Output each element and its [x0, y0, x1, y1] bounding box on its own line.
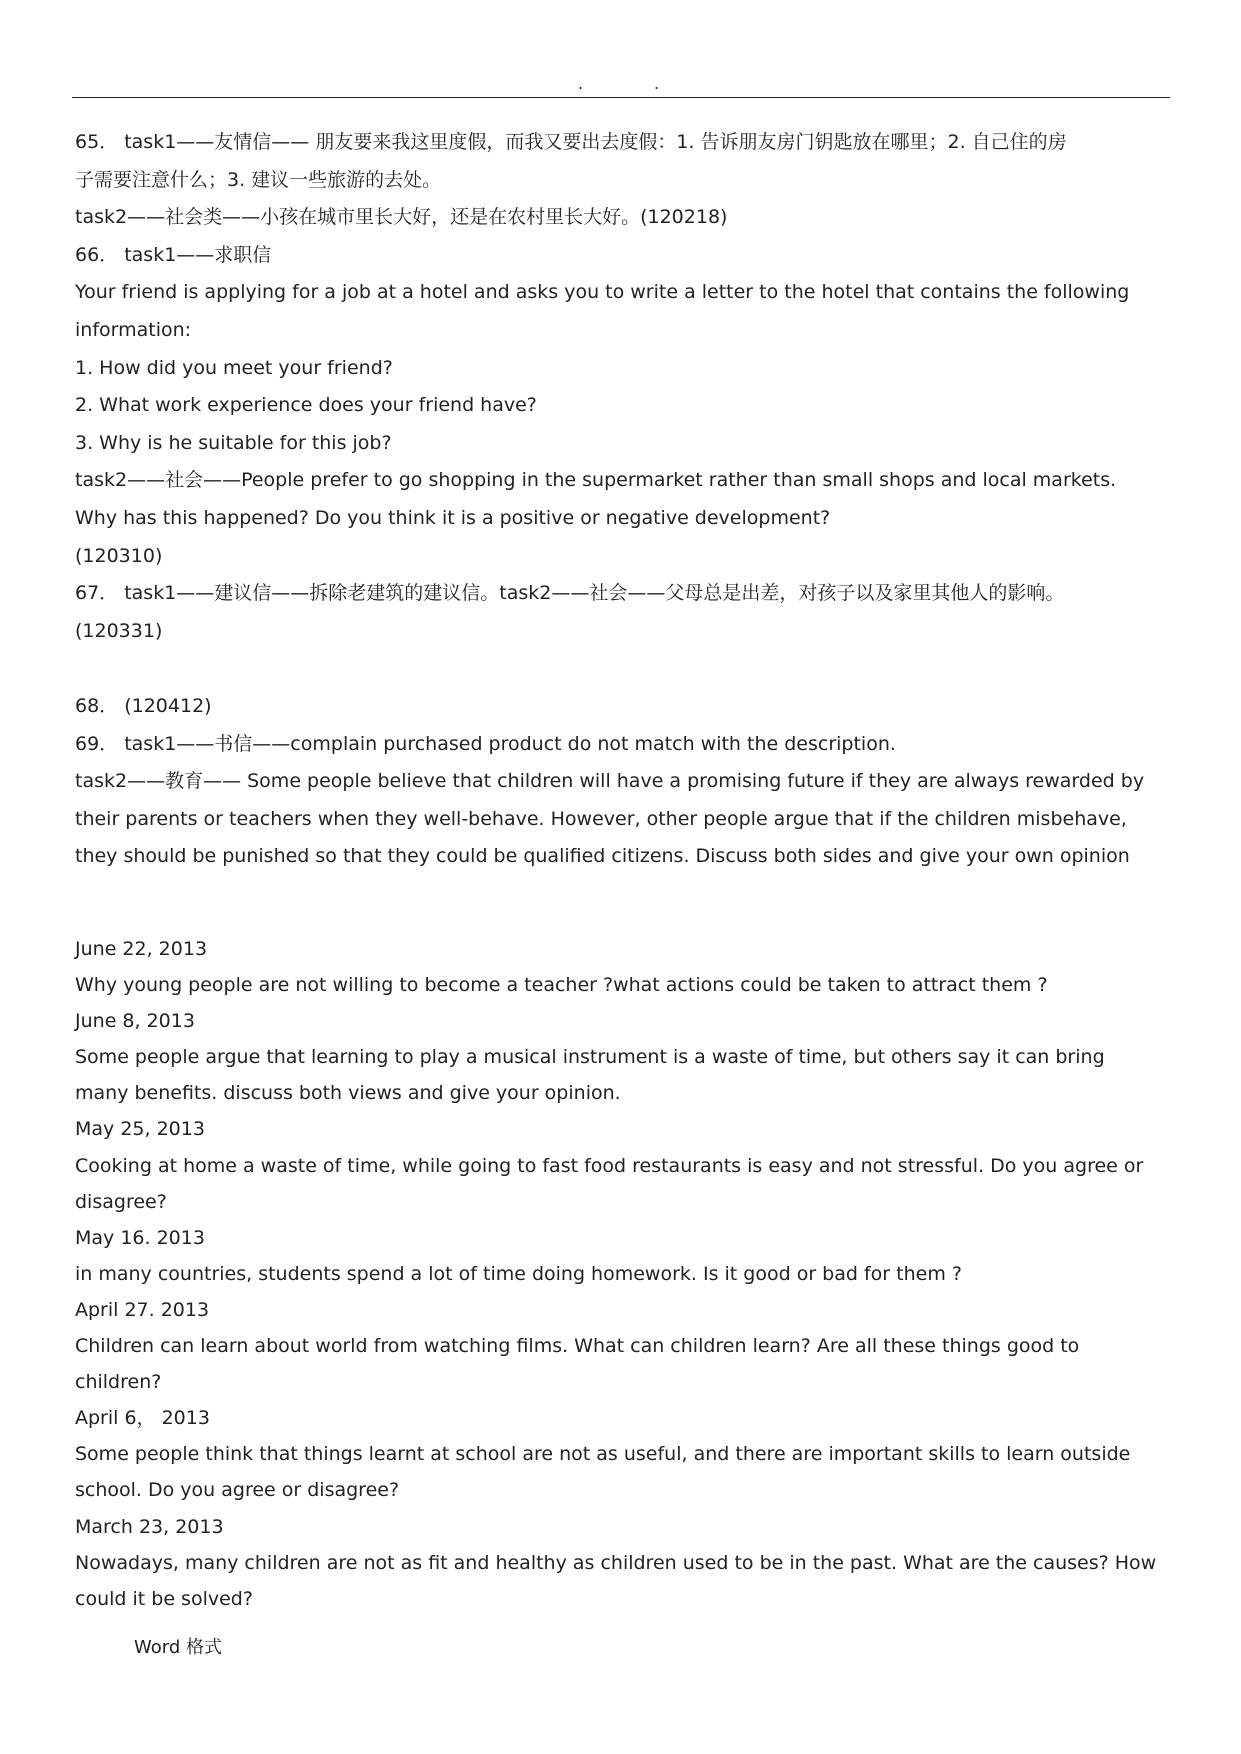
topic-line: children? — [75, 1371, 162, 1394]
text-line: their parents or teachers when they well-behave. However, other people argue that if the children misbehave, — [75, 807, 1127, 830]
text-line: 69． task1——书信——complain purchased product do not match with the description. — [75, 732, 896, 755]
header-rule — [72, 97, 1170, 98]
date-line: March 23, 2013 — [75, 1515, 224, 1538]
date-line: May 25, 2013 — [75, 1118, 205, 1141]
topic-line: in many countries, students spend a lot of time doing homework. Is it good or bad for them ? — [75, 1262, 962, 1285]
text-line: 68． (120412) — [75, 694, 212, 717]
text-line: 2. What work experience does your friend have? — [75, 394, 537, 417]
date-line: May 16. 2013 — [75, 1226, 205, 1249]
text-line: they should be punished so that they could be qualified citizens. Discuss both sides and give your own opinion — [75, 845, 1130, 868]
text-line: (120331) — [75, 619, 163, 642]
date-line: April 27. 2013 — [75, 1298, 210, 1321]
topic-line: school. Do you agree or disagree? — [75, 1479, 400, 1502]
text-line: 3. Why is he suitable for this job? — [75, 431, 392, 454]
topic-line: Some people think that things learnt at school are not as useful, and there are important skills to learn outside — [75, 1443, 1131, 1466]
header-dot-right: . — [654, 74, 660, 93]
topic-line: Some people argue that learning to play a musical instrument is a waste of time, but others say it can bring — [75, 1046, 1105, 1069]
blank-line — [75, 650, 1170, 688]
header-dot-left: . — [578, 74, 584, 93]
text-line: task2——社会类——小孩在城市里长大好，还是在农村里长大好。(120218) — [75, 206, 728, 229]
topic-line: Why young people are not willing to become a teacher ?what actions could be taken to attract them ? — [75, 974, 1048, 997]
page-header — [0, 74, 1241, 94]
date-line: June 22, 2013 — [75, 938, 208, 960]
text-line: 67． task1——建议信——拆除老建筑的建议信。task2——社会——父母总是出差，对孩子以及家里其他人的影响。 — [75, 582, 1065, 605]
date-line: June 8, 2013 — [75, 1010, 195, 1033]
text-line: 65． task1——友情信—— 朋友要来我这里度假，而我又要出去度假：1. 告诉朋友房门钥匙放在哪里；2. 自己住的房 — [75, 131, 1067, 153]
text-line: 66． task1——求职信 — [75, 243, 272, 266]
topic-line: Nowadays, many children are not as fit and healthy as children used to be in the past. What are the causes? How — [75, 1551, 1157, 1574]
text-line: information: — [75, 318, 192, 341]
page-footer-label: Word 格式 — [134, 1637, 222, 1658]
topic-line: disagree? — [75, 1190, 167, 1213]
text-line: task2——社会——People prefer to go shopping in the supermarket rather than small shops and local markets. — [75, 469, 1117, 492]
topic-line: many benefits. discuss both views and give your opinion. — [75, 1082, 621, 1105]
text-line: Your friend is applying for a job at a hotel and asks you to write a letter to the hotel that contains the following — [75, 281, 1130, 304]
text-line: 1. How did you meet your friend? — [75, 356, 393, 379]
text-line: 子需要注意什么；3. 建议一些旅游的去处。 — [75, 168, 442, 191]
text-line: Why has this happened? Do you think it is a positive or negative development? — [75, 506, 831, 529]
section-topics-65-69 — [75, 124, 1170, 876]
topic-line: Children can learn about world from watching films. What can children learn? Are all these things good to — [75, 1335, 1080, 1358]
section-2013-topics — [75, 931, 1170, 1617]
text-line: (120310) — [75, 544, 163, 567]
text-line: task2——教育—— Some people believe that children will have a promising future if they are always rewarded by — [75, 770, 1145, 793]
date-line: April 6， 2013 — [75, 1407, 210, 1430]
topic-line: Cooking at home a waste of time, while going to fast food restaurants is easy and not stressful. Do you agree or — [75, 1154, 1144, 1177]
topic-line: could it be solved? — [75, 1587, 253, 1610]
